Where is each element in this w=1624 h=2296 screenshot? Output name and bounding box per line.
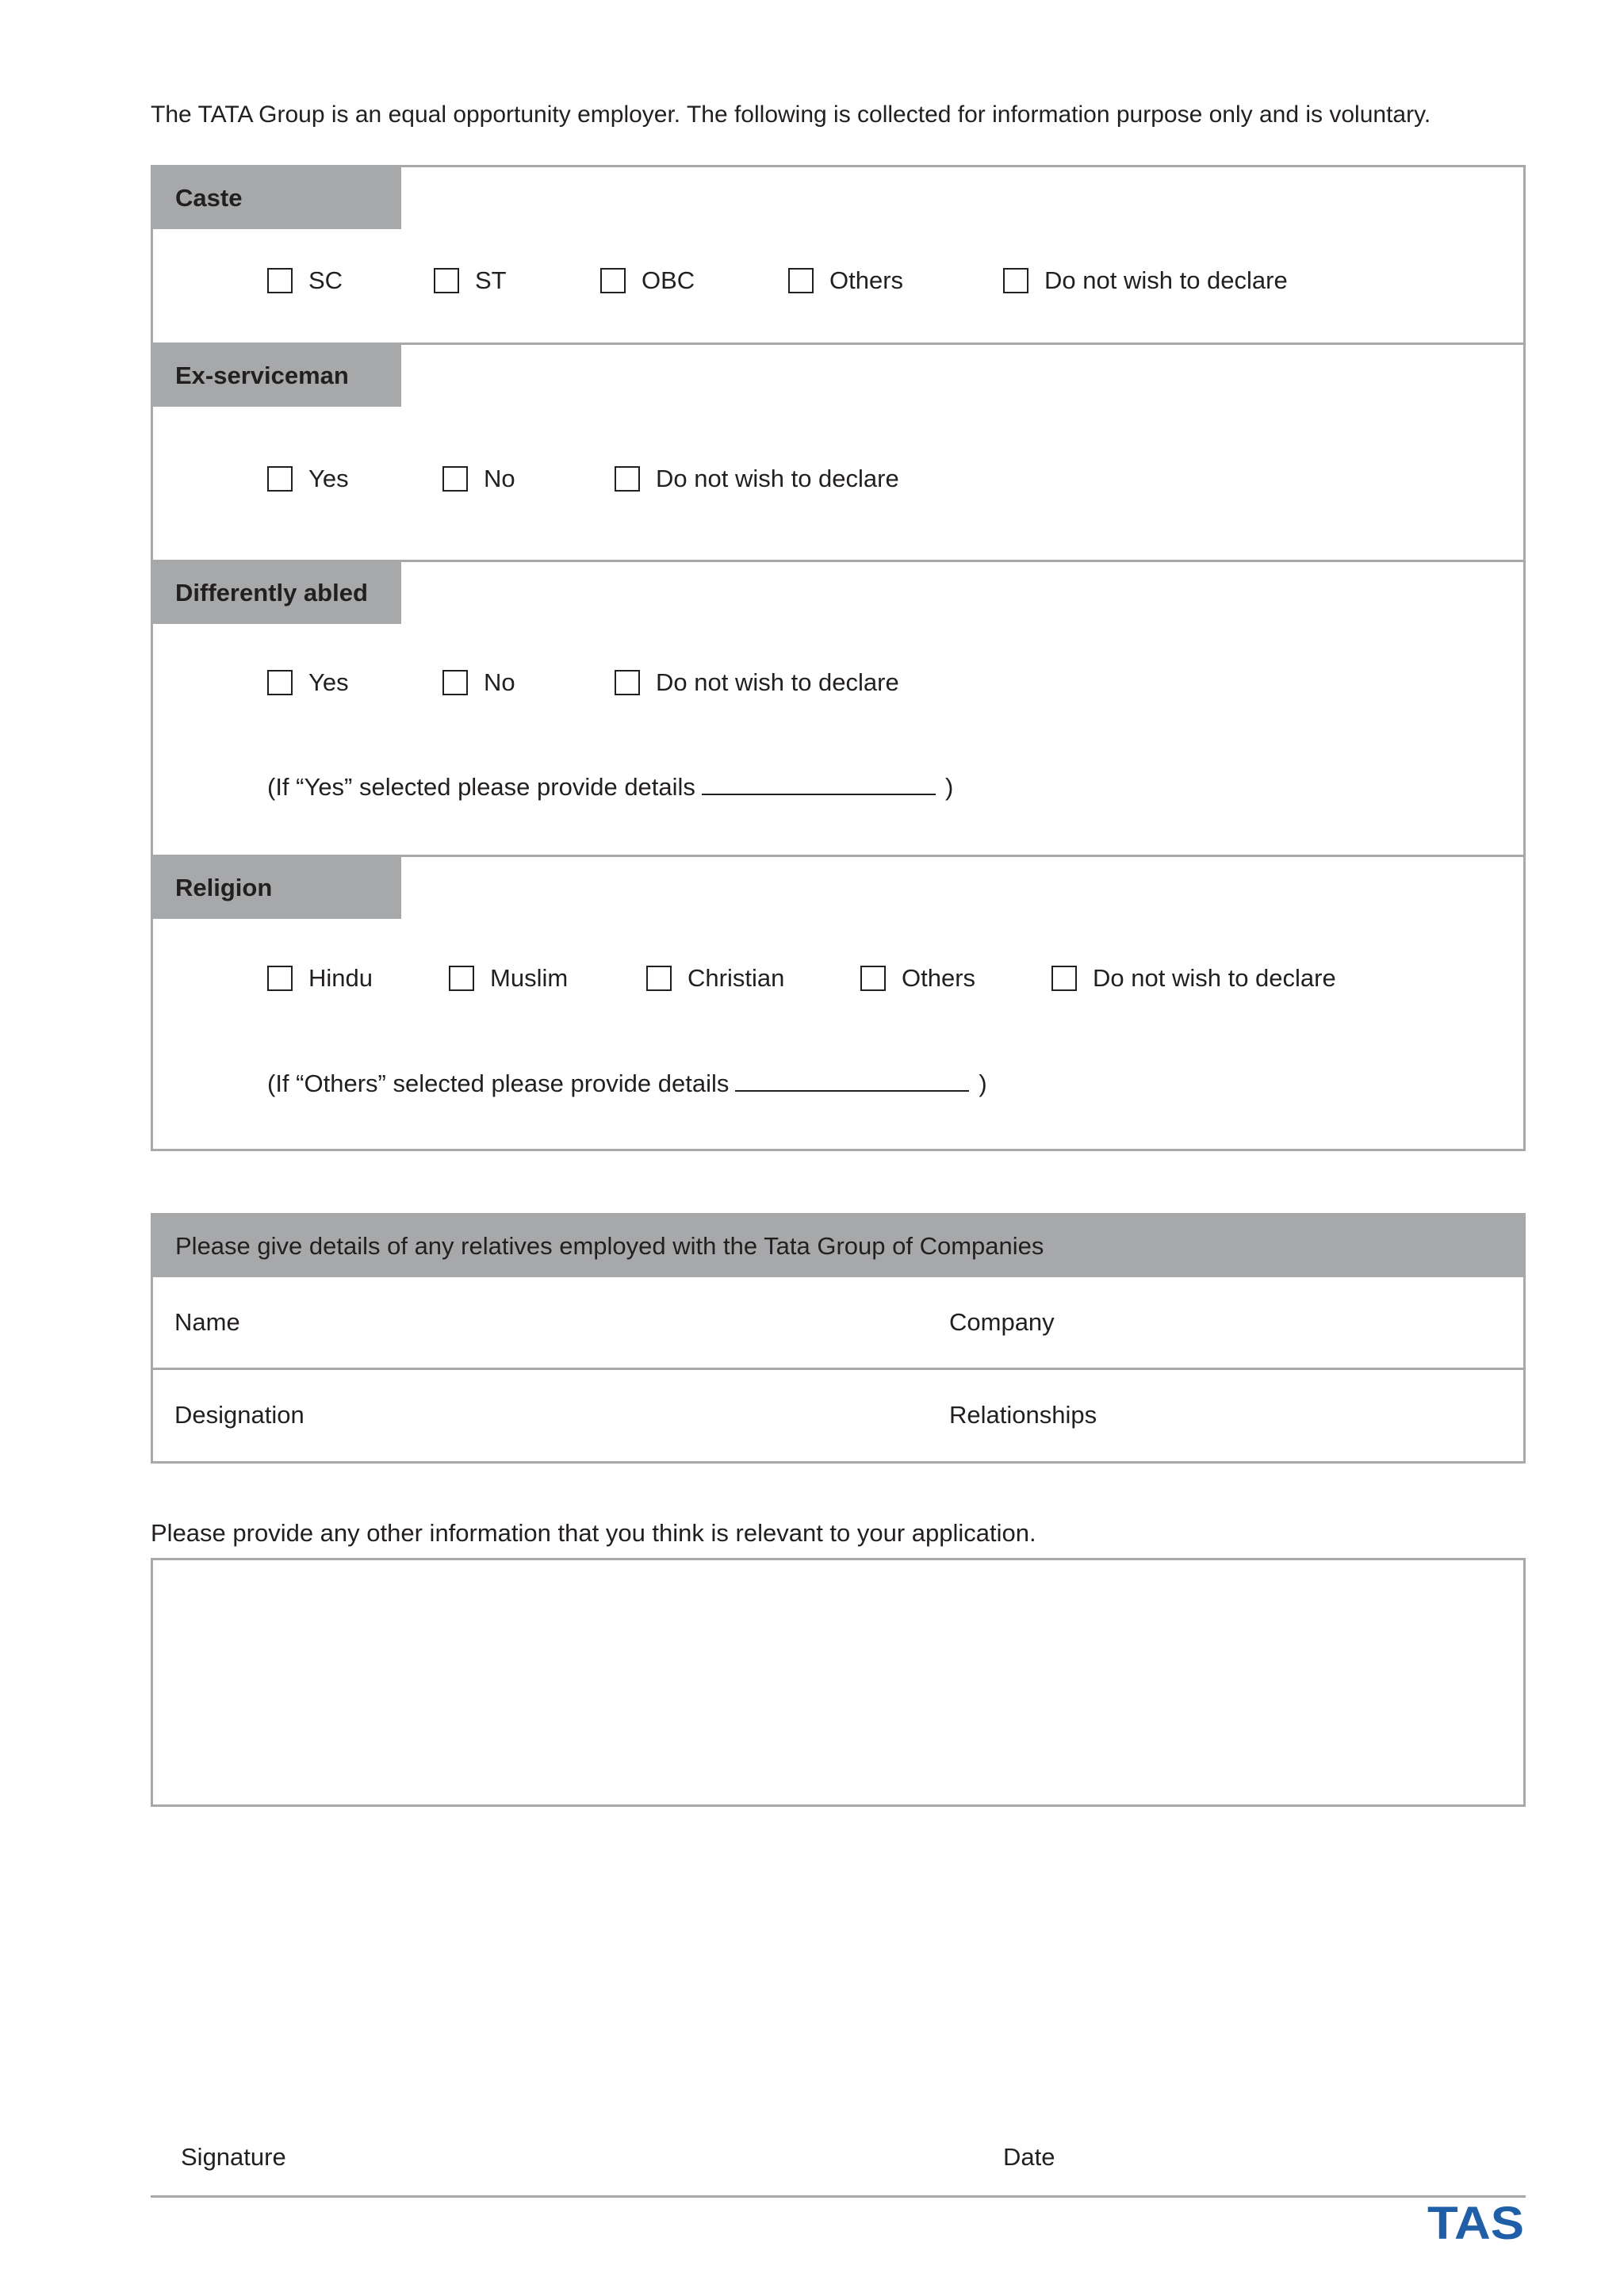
religion-details: [267, 1070, 987, 1098]
relative-company-field[interactable]: Company: [949, 1308, 1055, 1336]
differently-abled-details: [267, 773, 953, 802]
option-label: No: [484, 668, 515, 696]
option-label: Do not wish to declare: [1093, 964, 1336, 992]
divider-relatives-row: [151, 1368, 1526, 1370]
option-label: Christian: [688, 964, 785, 992]
tas-logo: [1427, 2195, 1526, 2245]
relative-designation-field[interactable]: Designation: [174, 1401, 304, 1429]
differently-abled-option-no[interactable]: [442, 668, 515, 697]
religion-option-christian[interactable]: [646, 964, 784, 993]
caste-heading: Caste: [153, 167, 401, 229]
details-prompt: (If “Yes” selected please provide details: [267, 773, 695, 801]
relative-relationships-field[interactable]: Relationships: [949, 1401, 1097, 1429]
option-label: Yes: [308, 465, 349, 492]
option-label: Others: [829, 266, 904, 294]
option-label: ST: [475, 266, 507, 294]
religion-option-muslim[interactable]: [449, 964, 568, 993]
differently-abled-option-yes[interactable]: [267, 668, 349, 697]
checkbox[interactable]: [267, 268, 293, 293]
checkbox[interactable]: [600, 268, 626, 293]
checkbox[interactable]: [267, 966, 293, 991]
signature-label: Signature: [181, 2143, 286, 2171]
caste-option-obc[interactable]: [600, 266, 695, 295]
checkbox[interactable]: [615, 670, 640, 695]
option-label: Do not wish to declare: [656, 668, 899, 696]
option-label: Do not wish to declare: [1044, 266, 1288, 294]
ex-serviceman-heading: Ex-serviceman: [153, 345, 401, 407]
religion-option-not-declare[interactable]: [1051, 964, 1336, 993]
differently-abled-heading: Differently abled: [153, 562, 401, 624]
checkbox[interactable]: [434, 268, 459, 293]
caste-option-not-declare[interactable]: [1003, 266, 1288, 295]
signature-line: [151, 2195, 1526, 2198]
details-close: ): [944, 773, 954, 801]
caste-option-st[interactable]: [434, 266, 507, 295]
relative-name-field[interactable]: Name: [174, 1308, 240, 1336]
option-label: Hindu: [308, 964, 373, 992]
differently-abled-option-not-declare[interactable]: [615, 668, 899, 697]
declarations-block: [151, 165, 1526, 1151]
ex-serviceman-option-yes[interactable]: [267, 465, 349, 493]
date-label: Date: [1003, 2143, 1055, 2171]
checkbox[interactable]: [449, 966, 474, 991]
checkbox[interactable]: [267, 466, 293, 492]
checkbox[interactable]: [860, 966, 886, 991]
checkbox[interactable]: [788, 268, 814, 293]
option-label: SC: [308, 266, 343, 294]
other-info-textarea[interactable]: [151, 1558, 1526, 1807]
checkbox[interactable]: [442, 466, 468, 492]
details-close: ): [979, 1070, 987, 1097]
logo-text: TAS: [1427, 2198, 1524, 2245]
relatives-block: [151, 1213, 1526, 1464]
religion-option-others[interactable]: [860, 964, 975, 993]
option-label: No: [484, 465, 515, 492]
checkbox[interactable]: [1051, 966, 1077, 991]
checkbox[interactable]: [615, 466, 640, 492]
checkbox[interactable]: [646, 966, 672, 991]
option-label: Yes: [308, 668, 349, 696]
intro-text: The TATA Group is an equal opportunity employer. The following is collected for information purpose only and is voluntary.: [151, 101, 1431, 128]
religion-heading: Religion: [153, 857, 401, 919]
relatives-header: Please give details of any relatives employed with the Tata Group of Companies: [153, 1215, 1523, 1277]
option-label: Others: [902, 964, 976, 992]
ex-serviceman-option-no[interactable]: [442, 465, 515, 493]
option-label: Do not wish to declare: [656, 465, 899, 492]
checkbox[interactable]: [442, 670, 468, 695]
other-info-label: Please provide any other information that you think is relevant to your application.: [151, 1519, 1036, 1547]
details-prompt: (If “Others” selected please provide details: [267, 1070, 730, 1097]
caste-option-sc[interactable]: [267, 266, 343, 295]
caste-option-others[interactable]: [788, 266, 903, 295]
details-blank[interactable]: [702, 793, 936, 795]
details-blank[interactable]: [735, 1089, 969, 1092]
option-label: Muslim: [490, 964, 569, 992]
checkbox[interactable]: [1003, 268, 1028, 293]
checkbox[interactable]: [267, 670, 293, 695]
ex-serviceman-option-not-declare[interactable]: [615, 465, 899, 493]
option-label: OBC: [642, 266, 695, 294]
religion-option-hindu[interactable]: [267, 964, 373, 993]
